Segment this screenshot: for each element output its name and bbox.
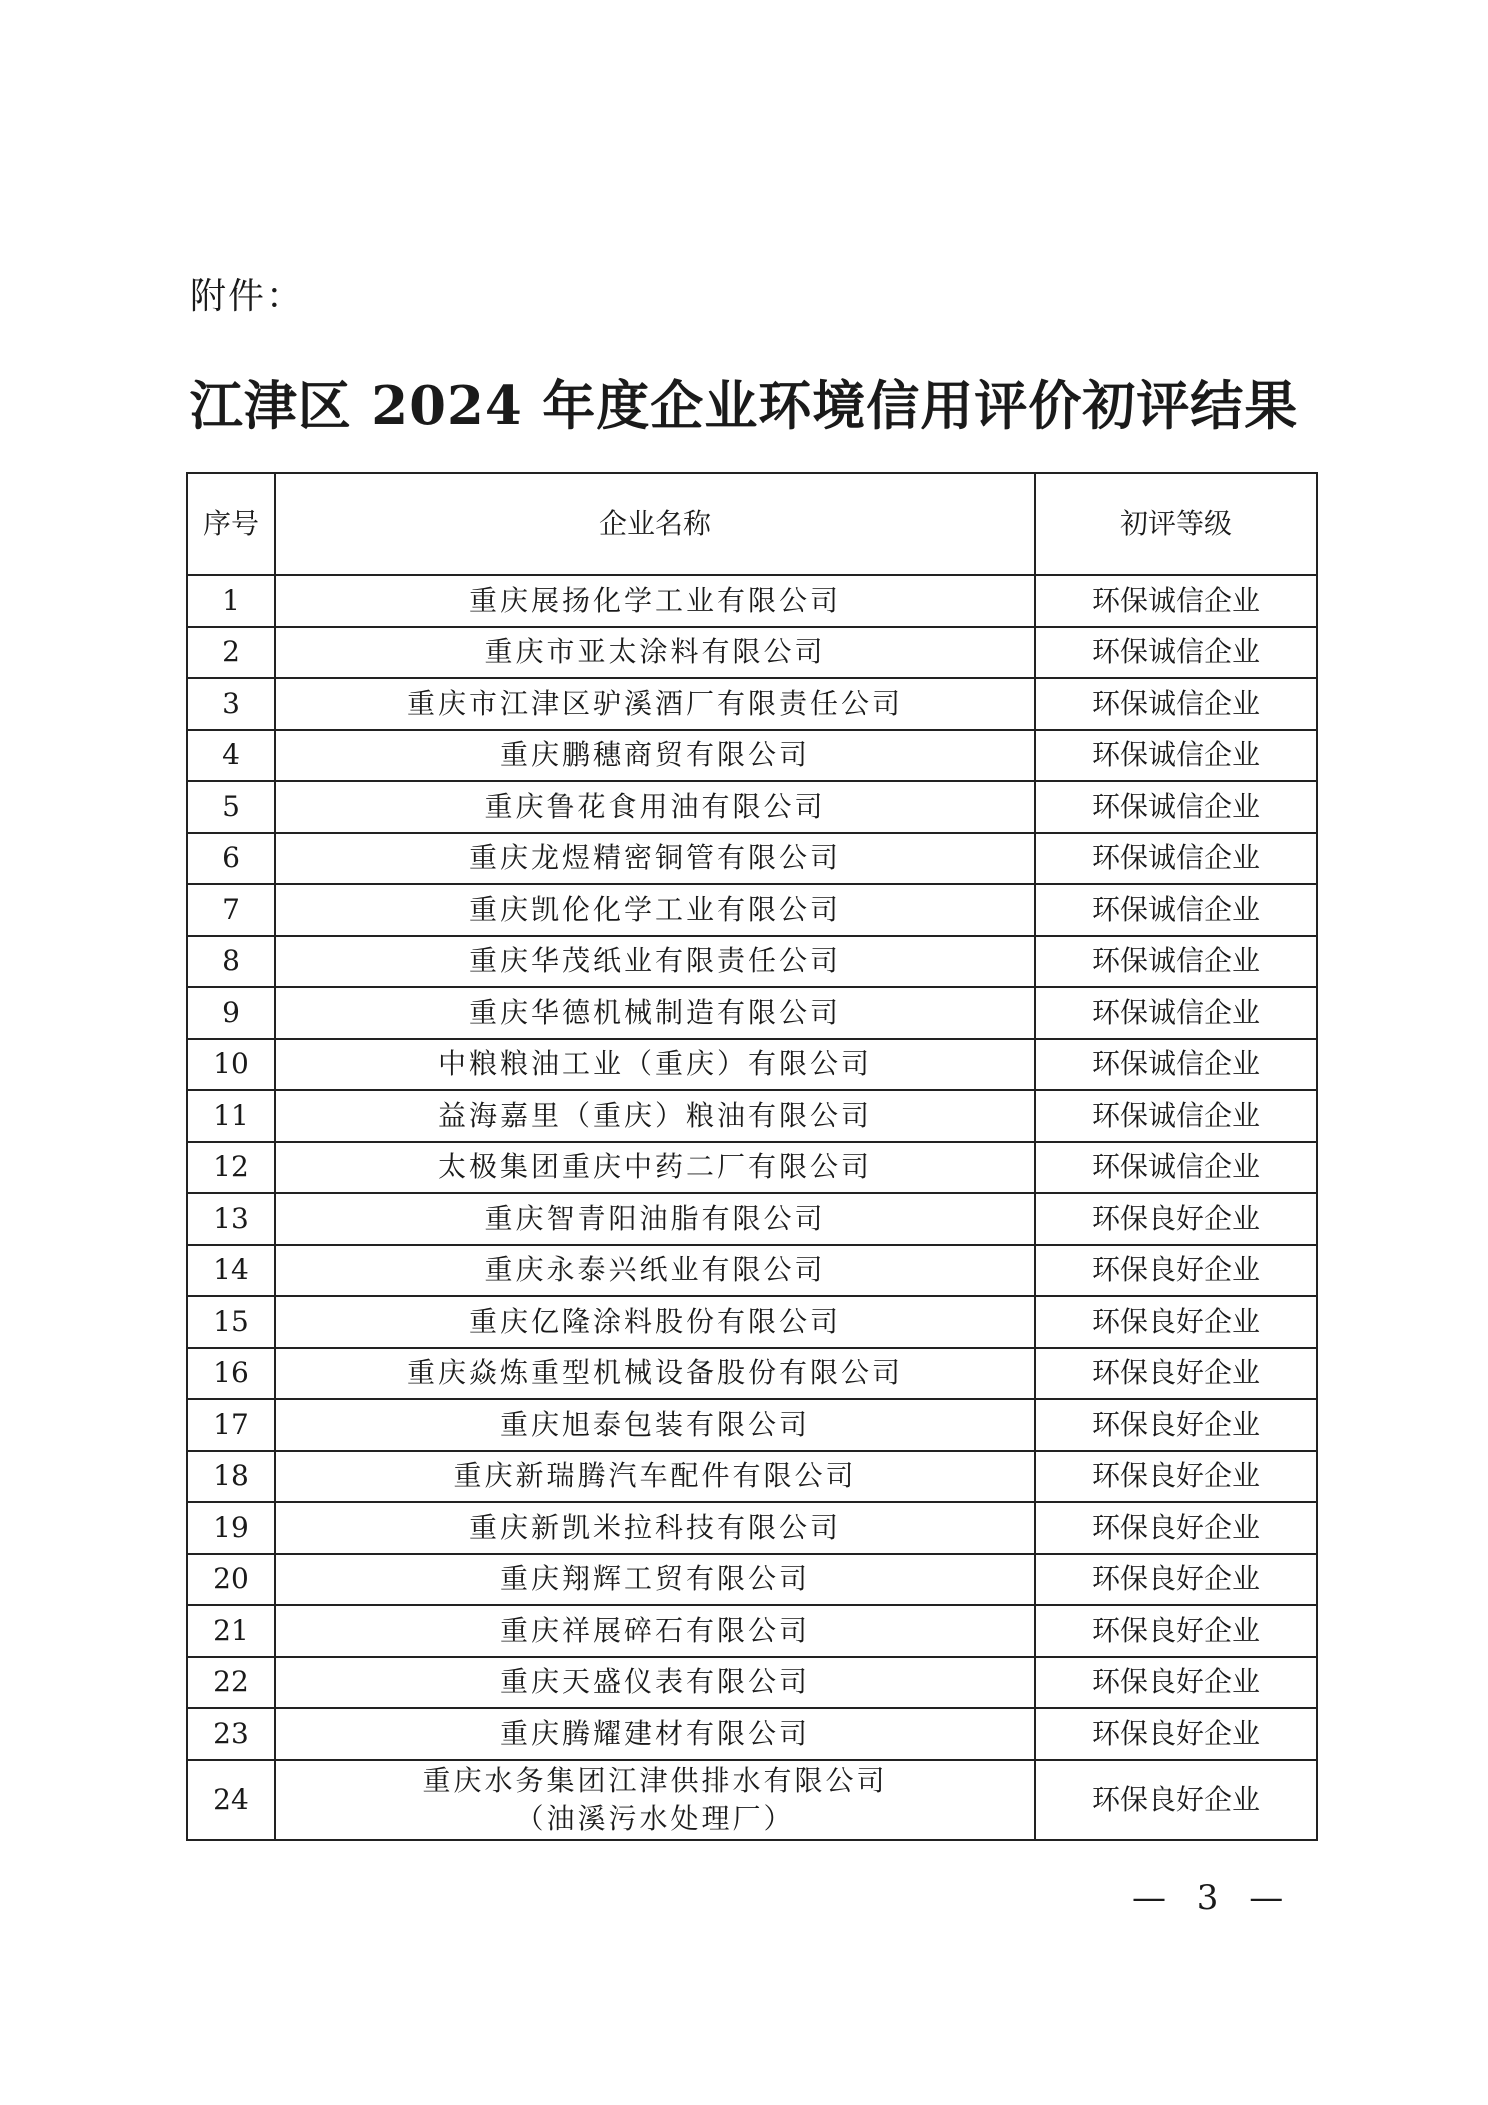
table-row bbox=[187, 1605, 1317, 1657]
row-grade: 环保良好企业 bbox=[1035, 1296, 1317, 1348]
row-index: 15 bbox=[187, 1296, 275, 1348]
table-row bbox=[187, 730, 1317, 782]
row-index: 12 bbox=[187, 1142, 275, 1194]
company-name-line1: 重庆水务集团江津供排水有限公司 bbox=[422, 1763, 888, 1797]
row-index: 4 bbox=[187, 730, 275, 782]
row-index: 14 bbox=[187, 1245, 275, 1297]
row-company-name: 益海嘉里（重庆）粮油有限公司 bbox=[275, 1090, 1035, 1142]
row-company-name bbox=[275, 1760, 1035, 1840]
row-company-name: 重庆新凯米拉科技有限公司 bbox=[275, 1502, 1035, 1554]
table-row bbox=[187, 1399, 1317, 1451]
row-index: 17 bbox=[187, 1399, 275, 1451]
header-index: 序号 bbox=[187, 473, 275, 575]
header-company-name: 企业名称 bbox=[275, 473, 1035, 575]
row-index: 10 bbox=[187, 1039, 275, 1091]
row-index: 23 bbox=[187, 1708, 275, 1760]
row-company-name: 重庆焱炼重型机械设备股份有限公司 bbox=[275, 1348, 1035, 1400]
row-grade: 环保良好企业 bbox=[1035, 1245, 1317, 1297]
table-row bbox=[187, 833, 1317, 885]
row-index: 7 bbox=[187, 884, 275, 936]
document-title: 江津区 2024 年度企业环境信用评价初评结果 bbox=[189, 375, 1299, 437]
row-company-name: 重庆亿隆涂料股份有限公司 bbox=[275, 1296, 1035, 1348]
row-grade: 环保良好企业 bbox=[1035, 1657, 1317, 1709]
table-row bbox=[187, 1142, 1317, 1194]
row-index: 18 bbox=[187, 1451, 275, 1503]
row-index: 9 bbox=[187, 987, 275, 1039]
table-row bbox=[187, 1039, 1317, 1091]
results-table bbox=[186, 472, 1318, 1841]
row-index: 20 bbox=[187, 1554, 275, 1606]
row-company-name: 中粮粮油工业（重庆）有限公司 bbox=[275, 1039, 1035, 1091]
row-company-name: 重庆华茂纸业有限责任公司 bbox=[275, 936, 1035, 988]
row-index: 24 bbox=[187, 1760, 275, 1840]
row-index: 3 bbox=[187, 678, 275, 730]
row-company-name: 重庆旭泰包装有限公司 bbox=[275, 1399, 1035, 1451]
row-index: 19 bbox=[187, 1502, 275, 1554]
row-index: 11 bbox=[187, 1090, 275, 1142]
row-grade: 环保诚信企业 bbox=[1035, 781, 1317, 833]
row-index: 16 bbox=[187, 1348, 275, 1400]
table-row bbox=[187, 1760, 1317, 1840]
row-index: 5 bbox=[187, 781, 275, 833]
table-row bbox=[187, 1708, 1317, 1760]
row-company-name: 重庆天盛仪表有限公司 bbox=[275, 1657, 1035, 1709]
row-grade: 环保诚信企业 bbox=[1035, 678, 1317, 730]
table-row bbox=[187, 781, 1317, 833]
row-grade: 环保良好企业 bbox=[1035, 1708, 1317, 1760]
row-company-name: 重庆市江津区驴溪酒厂有限责任公司 bbox=[275, 678, 1035, 730]
row-grade: 环保良好企业 bbox=[1035, 1554, 1317, 1606]
row-company-name: 重庆新瑞腾汽车配件有限公司 bbox=[275, 1451, 1035, 1503]
table-row bbox=[187, 1657, 1317, 1709]
row-index: 6 bbox=[187, 833, 275, 885]
table-row bbox=[187, 987, 1317, 1039]
row-company-name: 重庆翔辉工贸有限公司 bbox=[275, 1554, 1035, 1606]
row-grade: 环保良好企业 bbox=[1035, 1605, 1317, 1657]
table-row bbox=[187, 884, 1317, 936]
row-company-name: 重庆华德机械制造有限公司 bbox=[275, 987, 1035, 1039]
table-row bbox=[187, 1451, 1317, 1503]
row-grade: 环保良好企业 bbox=[1035, 1348, 1317, 1400]
table-header-row bbox=[187, 473, 1317, 575]
row-index: 2 bbox=[187, 627, 275, 679]
row-grade: 环保诚信企业 bbox=[1035, 936, 1317, 988]
table-row bbox=[187, 627, 1317, 679]
table-row bbox=[187, 1554, 1317, 1606]
company-name-line2: （油溪污水处理厂） bbox=[515, 1801, 795, 1835]
table-body bbox=[187, 575, 1317, 1840]
row-index: 21 bbox=[187, 1605, 275, 1657]
table-row bbox=[187, 1090, 1317, 1142]
row-grade: 环保诚信企业 bbox=[1035, 884, 1317, 936]
row-grade: 环保良好企业 bbox=[1035, 1451, 1317, 1503]
table-row bbox=[187, 678, 1317, 730]
row-company-name: 重庆鲁花食用油有限公司 bbox=[275, 781, 1035, 833]
table-row bbox=[187, 936, 1317, 988]
row-grade: 环保诚信企业 bbox=[1035, 1039, 1317, 1091]
header-grade: 初评等级 bbox=[1035, 473, 1317, 575]
row-grade: 环保诚信企业 bbox=[1035, 575, 1317, 627]
table-row bbox=[187, 575, 1317, 627]
row-grade: 环保诚信企业 bbox=[1035, 987, 1317, 1039]
row-company-name: 重庆龙煜精密铜管有限公司 bbox=[275, 833, 1035, 885]
row-company-name: 重庆鹏穗商贸有限公司 bbox=[275, 730, 1035, 782]
row-company-name: 重庆展扬化学工业有限公司 bbox=[275, 575, 1035, 627]
table-row bbox=[187, 1296, 1317, 1348]
row-grade: 环保诚信企业 bbox=[1035, 833, 1317, 885]
row-grade: 环保良好企业 bbox=[1035, 1760, 1317, 1840]
row-index: 22 bbox=[187, 1657, 275, 1709]
row-grade: 环保良好企业 bbox=[1035, 1193, 1317, 1245]
row-company-name: 重庆凯伦化学工业有限公司 bbox=[275, 884, 1035, 936]
row-company-name: 重庆腾耀建材有限公司 bbox=[275, 1708, 1035, 1760]
row-index: 8 bbox=[187, 936, 275, 988]
table-row bbox=[187, 1193, 1317, 1245]
row-grade: 环保诚信企业 bbox=[1035, 1142, 1317, 1194]
row-grade: 环保诚信企业 bbox=[1035, 627, 1317, 679]
row-company-name: 重庆智青阳油脂有限公司 bbox=[275, 1193, 1035, 1245]
row-index: 1 bbox=[187, 575, 275, 627]
row-company-name: 重庆祥展碎石有限公司 bbox=[275, 1605, 1035, 1657]
row-index: 13 bbox=[187, 1193, 275, 1245]
table-row bbox=[187, 1245, 1317, 1297]
row-grade: 环保诚信企业 bbox=[1035, 1090, 1317, 1142]
row-company-name: 太极集团重庆中药二厂有限公司 bbox=[275, 1142, 1035, 1194]
row-grade: 环保良好企业 bbox=[1035, 1399, 1317, 1451]
row-company-name: 重庆永泰兴纸业有限公司 bbox=[275, 1245, 1035, 1297]
table-row bbox=[187, 1502, 1317, 1554]
attachment-label: 附件： bbox=[190, 276, 305, 317]
row-company-name: 重庆市亚太涂料有限公司 bbox=[275, 627, 1035, 679]
row-grade: 环保诚信企业 bbox=[1035, 730, 1317, 782]
row-grade: 环保良好企业 bbox=[1035, 1502, 1317, 1554]
page-number: — 3 — bbox=[1132, 1878, 1294, 1918]
table-row bbox=[187, 1348, 1317, 1400]
